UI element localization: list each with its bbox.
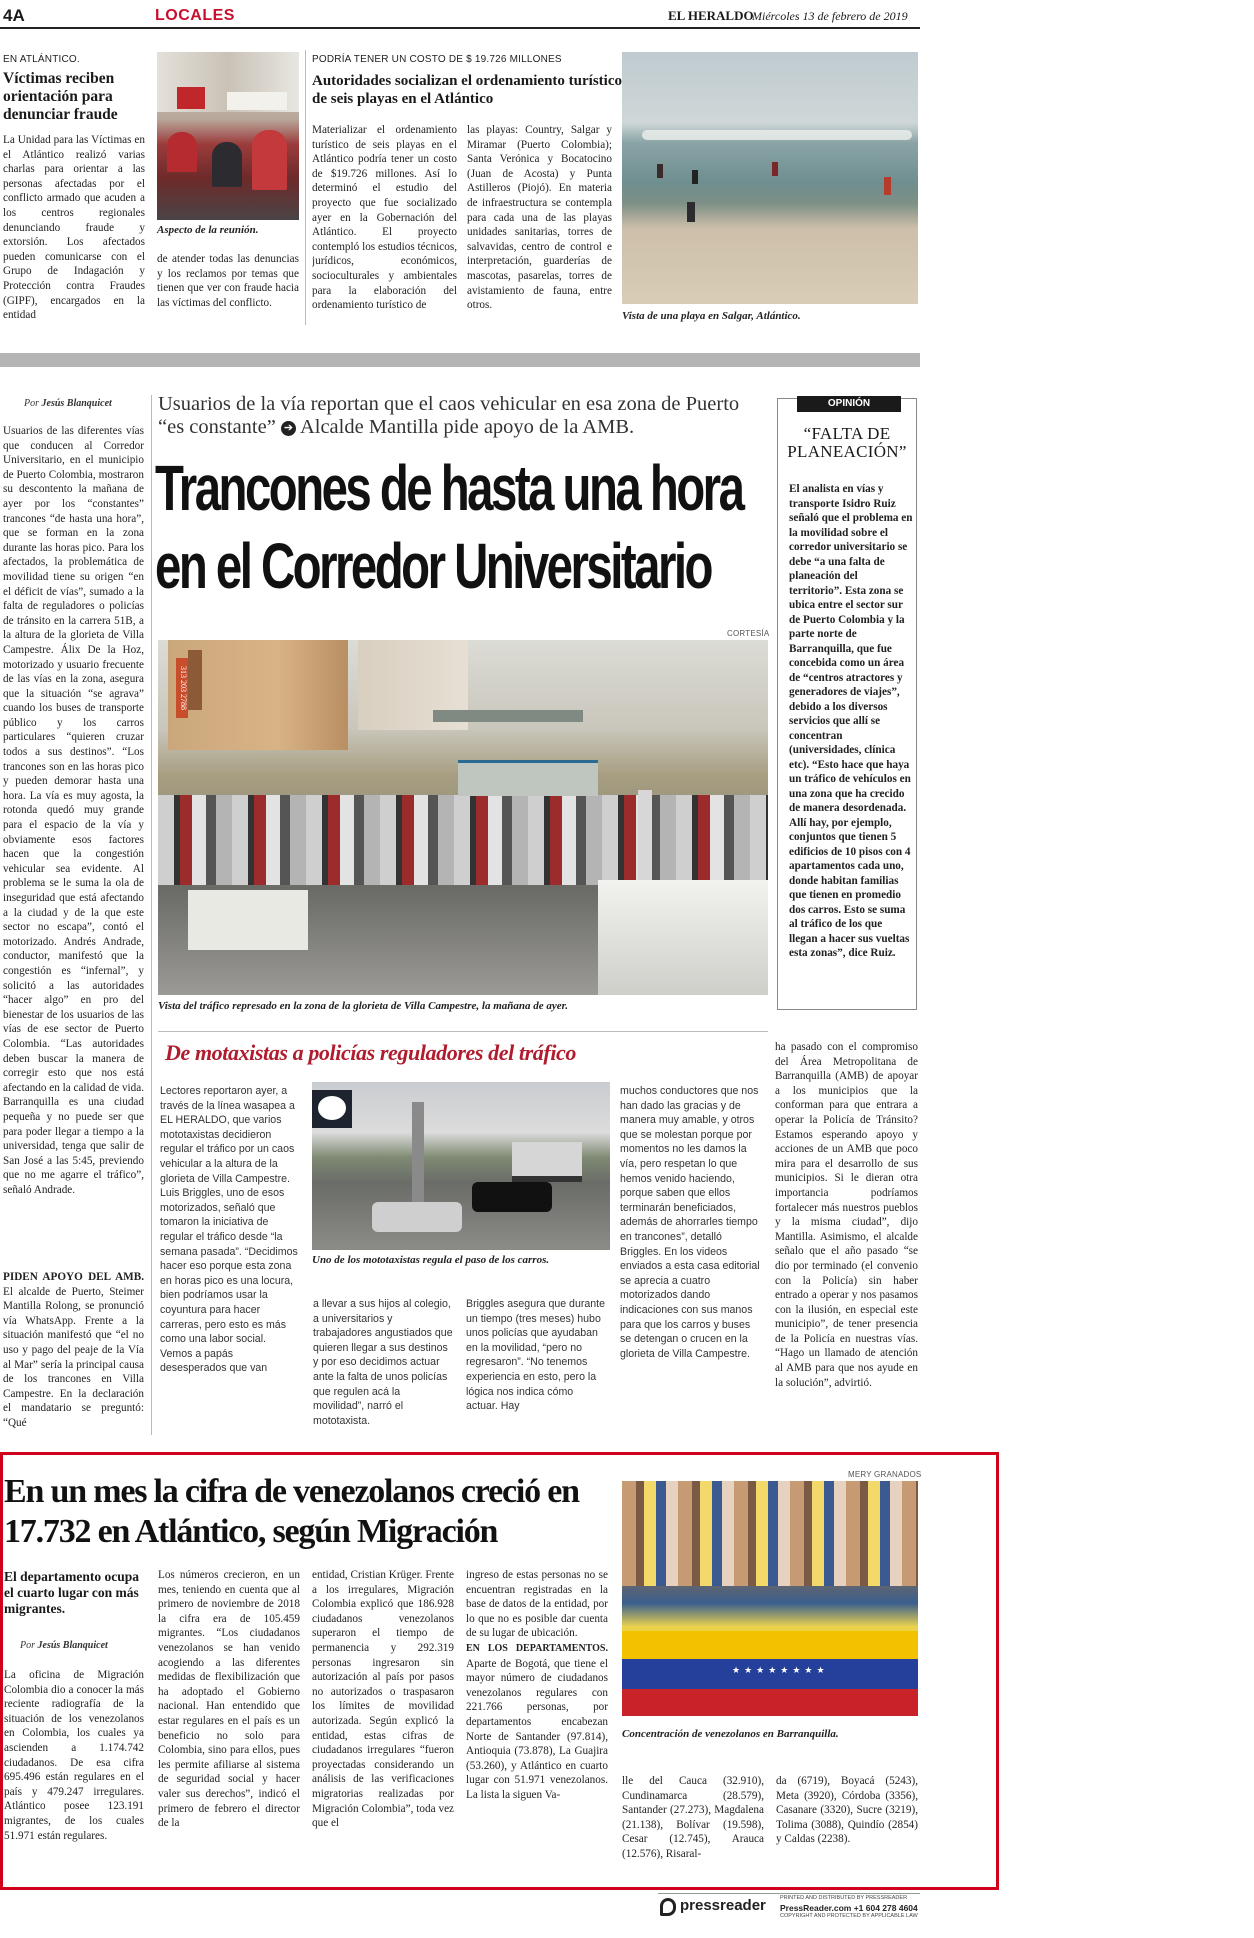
section-divider: [0, 353, 920, 367]
opinion-title: “FALTA DE PLANEACIÓN”: [787, 424, 907, 461]
footer-line2: PressReader.com +1 604 278 4604: [780, 1903, 918, 1913]
flag-stars-icon: ★★★★★★★★: [732, 1665, 829, 1675]
flag-caption: Concentración de venezolanos en Barranquilla.: [622, 1728, 839, 1740]
venezolanos-col4: [466, 1568, 608, 1868]
venezolanos-col4b: Aparte de Bogotá, que tiene el mayor número de ciudadanos venezolanos regulares con 221.766 personas, por departamentos encabezan Norte de Santander (97.814), Antioquia (73.878), La Guajira (53.260), y Atlántico en cuarto lugar con 51.971 venezolanos. La lista la siguen Va-: [466, 1657, 608, 1801]
venezolanos-byline: Por Jesús Blanquicet: [20, 1640, 108, 1651]
venezolanos-col6: da (6719), Boyacá (5243), Meta (3920), Córdoba (3356), Casanare (3320), Sucre (3219), Tolima (3088), Quindío (2854) y Caldas (2238).: [776, 1775, 918, 1846]
newspaper-name: EL HERALDO: [668, 8, 754, 23]
arrow-circle-icon: ➔: [281, 421, 296, 436]
piden-text: El alcalde de Puerto, Steimer Mantilla Rolong, se pronunció vía WhatsApp. Frente a la situación manifestó que “el no uso y pago del peaje de la Vía al Mar” sería la principal causa de los trancones en Villa Campestre. En la declaración el mandatario se preguntó: “Qué: [3, 1285, 144, 1429]
pressreader-brand: pressreader: [680, 1897, 766, 1914]
issue-date: Miércoles 13 de febrero de 2019: [752, 9, 908, 23]
playas-title: Autoridades socializan el ordenamiento turístico de seis playas en el Atlántico: [312, 73, 622, 107]
traffic-caption: Vista del tráfico represado en la zona de la glorieta de Villa Campestre, la mañana de ayer.: [158, 1000, 569, 1012]
venezolanos-photo-credit: MERY GRANADOS: [848, 1470, 922, 1479]
pressreader-footer: [658, 1893, 920, 1921]
piden-apoyo: [3, 1270, 144, 1435]
trancones-author: Jesús Blanquicet: [41, 398, 112, 409]
playas-col2: las playas: Country, Salgar y Miramar (Puerto Colombia); Santa Verónica y Bocatocino (Juan de Acosta) y Punta Astilleros (Piojó). En materia de infraestructura se contempla para cada una de las playas unidades sanitarias, torres de salvavidas, centro de control e interpretación, guarderías de mascotas, pasarelas, torres de avistamiento de fauna, entre otros.: [467, 124, 612, 312]
venezolanos-author: Jesús Blanquicet: [37, 1640, 108, 1651]
meeting-photo: [157, 52, 299, 220]
venezolanos-subhead: El departamento ocupa el cuarto lugar con más migrantes.: [4, 1569, 139, 1616]
footer-line1: PRINTED AND DISTRIBUTED BY PRESSREADER: [780, 1895, 908, 1901]
victimas-kicker: EN ATLÁNTICO.: [3, 54, 80, 65]
motaxistas-col1: Lectores reportaron ayer, a través de la línea wasapea a EL HERALDO, que varios mototaxistas decidieron regular el tráfico por un caos vehicular a la altura de la glorieta de Villa Campestre. Luis Briggles, uno de esos motorizados, señaló que tomaron la iniciativa de regular el tráfico desde “la semana pasada”. “Decidimos hacer eso porque esta zona en horas pico es una locura, bien podríamos usar la coyuntura para hacer carreras, pero esto es más como una labor social. Vemos a papás desesperados que van: [160, 1085, 298, 1375]
venezolanos-col4a: ingreso de estas personas no se encuentran registradas en la base de datos de la entidad, por lo que no es posible dar cuenta de su lugar de ubicación.: [466, 1569, 608, 1640]
section-name: LOCALES: [155, 7, 235, 24]
motaxistas-title: De motaxistas a policías reguladores del tráfico: [165, 1040, 577, 1065]
victimas-body: La Unidad para las Víctimas en el Atlántico realizó varias charlas para orientar a las personas afectadas por el conflicto armado que acuden a los centros regionales denunciando fraude y extorsión. Los afectados pueden comunicarse con el Grupo de Indagación y Protección contra Fraudes (GIPF), encargados en la entidad: [3, 134, 145, 322]
departamentos-label: EN LOS DEPARTAMENTOS.: [466, 1642, 608, 1654]
venezolanos-col1: La oficina de Migración Colombia dio a conocer la más reciente radiografía de la situación de los venezolanos en Colombia, los cuales ya ascienden a 1.174.742 ciudadanos. De esa cifra 695.496 están regulares en el país y 479.247 irregulares. Atlántico posee 123.191 migrantes, de los cuales 51.971 están regulares.: [4, 1669, 144, 1842]
column-rule: [151, 395, 152, 1435]
pressreader-logo-icon: [660, 1898, 676, 1916]
section-rule: [158, 1031, 768, 1032]
page-number: 4A: [3, 6, 25, 25]
trancones-deck: [158, 393, 758, 439]
playas-col1: Materializar el ordenamiento turístico de seis playas en el Atlántico podría tener un costo de $19.726 millones. Así lo determinó el estudio del proyecto que fue socializado ayer en la Gobernación del Atlántico. El proyecto contempló los estudios técnicos, jurídicos, económicos, socioculturales y ambientales para la elaboración del ordenamiento turístico de: [312, 124, 457, 312]
motaxistas-col5: ha pasado con el compromiso del Área Metropolitana de Barranquilla (AMB) de apoyar a los municipios que la conforman para que entrara a operar la Policía de Tránsito? Estamos esperando apoyo y acciones de un AMB que poco mira para el desarrollo de sus municipios. Si le dieran otra importancia podríamos fortalecer más nuestros pueblos y la misma ciudad”, dijo Mantilla. Asimismo, el alcalde señalo que el año pasado “se dio por terminado (el convenio con la Policía) sin haber entrado a operar y nos pasamos con la ilusión, en especial este municipio”, de tener presencia de la Policía en nuestras vías. “Hago un llamado de atención al AMB para que nos ayude en la solución”, advirtió.: [775, 1041, 918, 1389]
traffic-photo: [158, 640, 768, 995]
opinion-label: OPINIÓN: [797, 396, 901, 412]
column-rule: [305, 50, 306, 325]
motaxistas-col2: a llevar a sus hijos al colegio, a universitarios y trabajadores angustiados que quieren llegar a sus destinos y por eso decidimos actuar ante la falta de unos policías que regulen acá la movilidad”, narró el mototaxista.: [313, 1298, 453, 1427]
trancones-headline: Trancones de hasta una hora en el Corredor Universitario: [155, 452, 743, 602]
footer-line3: COPYRIGHT AND PROTECTED BY APPLICABLE LAW: [780, 1913, 918, 1919]
trancones-deck-link: Alcalde Mantilla pide apoyo de la AMB.: [299, 416, 635, 438]
header-rule: [0, 27, 920, 29]
building-sign-text: 313 203 2788: [176, 658, 188, 718]
playas-kicker: PODRÍA TENER UN COSTO DE $ 19.726 MILLONES: [312, 54, 562, 65]
venezolanos-col5: lle del Cauca (32.910), Cundinamarca (28.579), Santander (27.273), Magdalena (21.138), Bolívar (19.598), Cesar (12.745), Arauca (12.576), Risaral-: [622, 1775, 764, 1860]
trancones-deck-text: Usuarios de la vía reportan que el caos vehicular en esa zona de Puerto “es constante”: [158, 393, 740, 438]
venezolanos-headline: En un mes la cifra de venezolanos creció en 17.732 en Atlántico, según Migración: [4, 1473, 579, 1550]
beach-caption: Vista de una playa en Salgar, Atlántico.: [622, 310, 801, 322]
trancones-left-col: Usuarios de las diferentes vías que conducen al Corredor Universitario, en el municipio de Puerto Colombia, mostraron su descontento la mañana de ayer por los “constantes” trancones “de hasta una hora”, que se forman en la zona durante las horas pico. Para los afectados, la problemática de movilidad tiene su origen “en el déficit de vías”, sumado a la falta de reguladores o policías de tránsito en la carrera 51B, a la altura de la glorieta de Villa Campestre. Álix De la Hoz, motorizado y usuario frecuente de las vías en la zona, asegura que la situación “se agrava” cuando los buses de transporte público y los carros particulares “quieren cruzar todos a sus destinos”. “Los trancones son en las horas pico y pueden demorar hasta una hora. La vía es muy agosta, la rotonda quedó muy grande para el espacio de la vía y obviamente esos factores hacen que la congestión vehicular sea evidente. Al problema se le suma la ola de inseguridad que está afectando a la ciudad y de la que este sector no escapa”, contó el motorizado. Andrés Andrade, conductor, manifestó que la congestión es “infernal”, y solicitó a las autoridades “hacer algo” en pro del bienestar de los usuarios de las vías de ese sector de Puerto Colombia. “Las autoridades deben buscar la manera de corregir esto que nos está afectando en la calidad de vida. Barranquilla es una ciudad pequeña y no puede ser que para poder llegar a tiempo a la universidad, tenga que salir de San José a las 5:45, previendo que no me agarre el tráfico”, señaló Andrade.: [3, 425, 144, 1196]
motaxistas-col3: Briggles asegura que durante un tiempo (tres meses) hubo unos policías que ayudaban en la movilidad, “pero no regresaron”. “No tenemos experiencia en esto, pero la lógica nos indica cómo actuar. Hay: [466, 1298, 605, 1413]
opinion-body: El analista en vías y transporte Isidro Ruiz señaló que el problema en la movilidad sobre el corredor universitario se debe “a una falta de planeación del territorio”. Esta zona se ubica entre el sector sur de Puerto Colombia y la parte norte de Barranquilla, que fue concebida como un área de “centros atractores y generadores de viajes”, debido a los diversos servicios que allí se concentran (universidades, clínica etc). “Esto hace que haya un tráfico de vehículos en una zona que ha crecido de manera desordenada. Allí hay, por ejemplo, conjuntos que tienen 5 edificios de 10 pisos con 4 apartamentos cada uno, donde habitan familias que tienen en promedio dos carros. Esto se suma al tráfico de los que llegan a hacer sus vueltas esta zonas”, dice Ruiz.: [789, 483, 913, 959]
victimas-title: Víctimas reciben orientación para denunciar fraude: [3, 70, 118, 123]
meeting-caption: Aspecto de la reunión.: [157, 224, 259, 236]
beach-photo: [622, 52, 918, 304]
piden-label: PIDEN APOYO DEL AMB.: [3, 1271, 144, 1283]
venezuelan-flag-photo: [622, 1481, 918, 1716]
mototaxi-caption: Uno de los mototaxistas regula el paso de los carros.: [312, 1254, 550, 1266]
trancones-byline: Por Jesús Blanquicet: [24, 398, 112, 409]
motaxistas-col4: muchos conductores que nos han dado las gracias y de manera muy amable, y otros que se molestan porque por momentos no les damos la vía, pero respetan lo que hemos venido haciendo, porque saben que ellos terminarán beneficiados, además de ahorrarles tiempo en trancones”, detalló Briggles. En los videos enviados a esta casa editorial se aprecia a cuatro motorizados dando indicaciones con sus manos para que los carros y buses se detengan o crucen en la glorieta de Villa Campestre.: [620, 1085, 760, 1360]
photo-credit: CORTESÍA: [727, 629, 770, 638]
victimas-body-2: de atender todas las denuncias y los reclamos por temas que tienen que ver con fraude hacia las víctimas del conflicto.: [157, 253, 299, 309]
mototaxi-photo: [312, 1082, 610, 1250]
venezolanos-col3: entidad, Cristian Krüger. Frente a los irregulares, Migración Colombia explicó que 186.928 ciudadanos venezolanos superaron el tiempo de permanencia y 292.319 personas ingresaron sin autorización al país por pasos no autorizados o traspasaron los límites de movilidad autorizada. Según explicó la entidad, estas cifras de ciudadanos irregulares “fueron proyectadas considerando un análisis de las verificaciones migratorias realizadas por Migración Colombia”, toda vez que el: [312, 1569, 454, 1830]
venezolanos-col2: Los números crecieron, en un mes, teniendo en cuenta que al primero de noviembre de 2018 la cifra era de 105.459 migrantes. “Los ciudadanos venezolanos se han venido acogiendo a las diferentes medidas de flexibilización que ha adoptado el Gobierno nacional. Han entendido que estar regulares en el país es un beneficio no solo para Colombia, sino para ellos, pues les permite afiliarse al sistema de seguridad social y hacer valer sus derechos”, indicó el primero de febrero el director de la: [158, 1569, 300, 1830]
